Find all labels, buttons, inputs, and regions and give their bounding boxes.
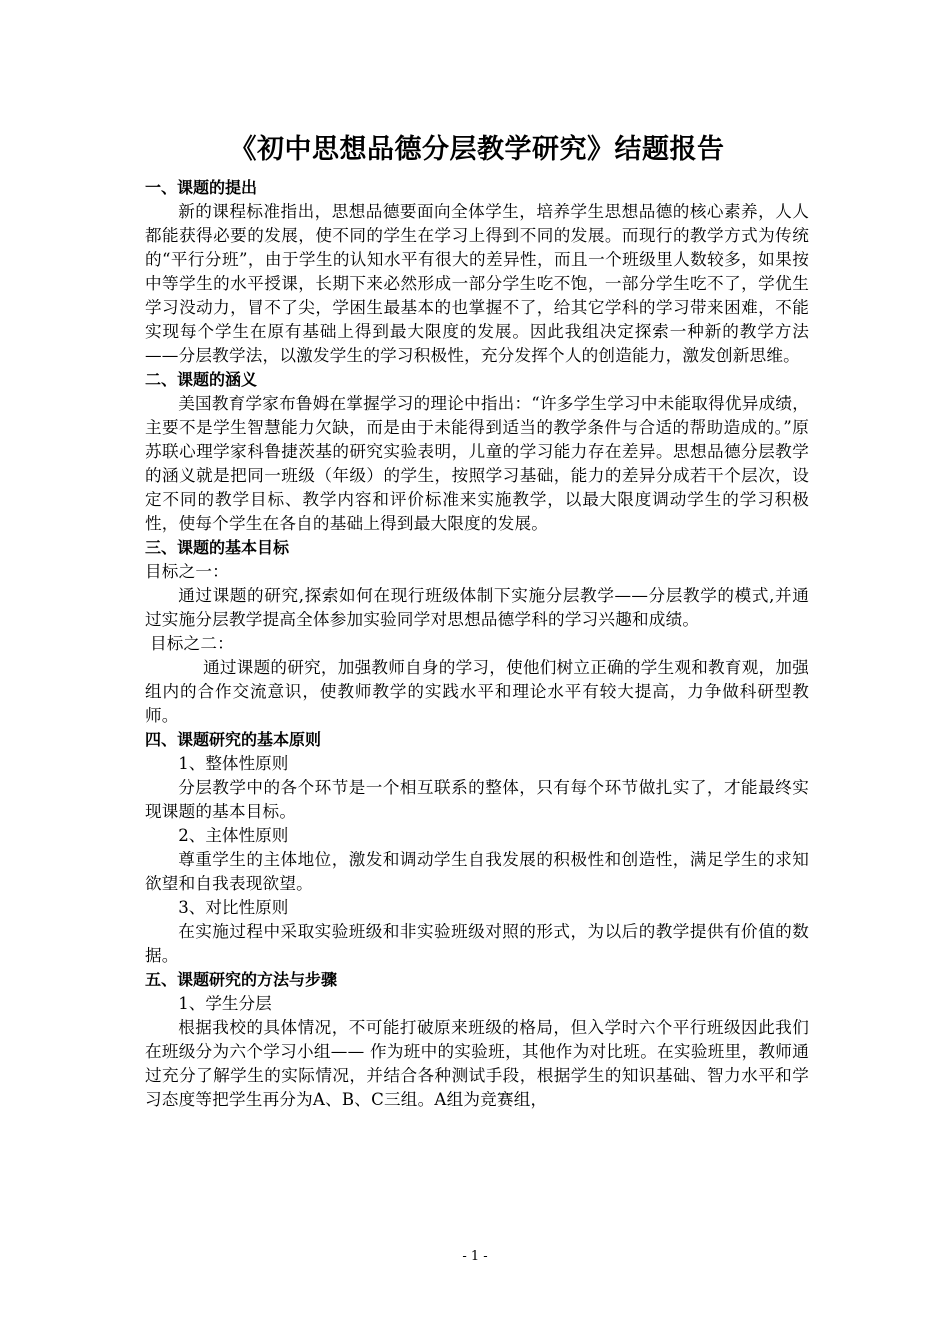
principle-title-2: 2、主体性原则: [178, 826, 289, 845]
document-body: [145, 130, 809, 1112]
section-heading-3: 三、课题的基本目标: [145, 538, 290, 557]
section-heading-4: 四、课题研究的基本原则: [145, 730, 322, 749]
principle-title-3: 3、对比性原则: [178, 898, 289, 917]
method-title-1: 1、学生分层: [178, 994, 272, 1013]
paragraph: 新的课程标准指出，思想品德要面向全体学生，培养学生思想品德的核心素养，人人都能获得必要的发展，使不同的学生在学习上得到不同的发展。而现行的教学方式为传统的“平行分班”，由于学生的认知水平有很大的差异性，而且一个班级里人数较多，如果按中等学生的水平授课，长期下来必然形成一部分学生吃不饱，一部分学生吃不了，学优生学习没动力，冒不了尖，学困生最基本的也掌握不了，给其它学科的学习带来困难，不能实现每个学生在原有基础上得到最大限度的发展。因此我组决定探索一种新的教学方法——分层教学法，以激发学生的学习积极性，充分发挥个人的创造能力，激发创新思维。: [145, 202, 809, 365]
goal-label-2: 目标之二：: [149, 634, 234, 653]
principle-title-1: 1、整体性原则: [178, 754, 289, 773]
document-title: 《初中思想品德分层教学研究》结题报告: [229, 134, 725, 165]
paragraph: 通过课题的研究,探索如何在现行班级体制下实施分层教学——分层教学的模式,并通过实施分层教学提高全体参加实验同学对思想品德学科的学习兴趣和成绩。: [145, 586, 809, 629]
section-heading-1: 一、课题的提出: [145, 178, 258, 197]
section-heading-5: 五、课题研究的方法与步骤: [145, 970, 338, 989]
section-heading-2: 二、课题的涵义: [145, 370, 258, 389]
goal-label-1: 目标之一：: [145, 562, 229, 581]
paragraph: 尊重学生的主体地位，激发和调动学生自我发展的积极性和创造性，满足学生的求知欲望和自我表现欲望。: [145, 850, 809, 893]
paragraph: 根据我校的具体情况，不可能打破原来班级的格局，但入学时六个平行班级因此我们在班级分为六个学习小组—— 作为班中的实验班，其他作为对比班。在实验班里，教师通过充分了解学生的实际情况，并结合各种测试手段，根据学生的知识基础、智力水平和学习态度等把学生再分为A、B、C三组。A组为竞赛组，: [145, 1018, 809, 1109]
paragraph: 通过课题的研究，加强教师自身的学习，使他们树立正确的学生观和教育观，加强组内的合作交流意识，使教师教学的实践水平和理论水平有较大提高，力争做科研型教师。: [145, 658, 809, 725]
paragraph: 美国教育学家布鲁姆在掌握学习的理论中指出：“许多学生学习中未能取得优异成绩，主要不是学生智慧能力欠缺，而是由于未能得到适当的教学条件与合适的帮助造成的。”原苏联心理学家科鲁捷茨基的研究实验表明，儿童的学习能力存在差异。思想品德分层教学的涵义就是把同一班级（年级）的学生，按照学习基础，能力的差异分成若干个层次，设定不同的教学目标、教学内容和评价标准来实施教学，以最大限度调动学生的学习积极性，使每个学生在各自的基础上得到最大限度的发展。: [145, 394, 809, 533]
paragraph: 在实施过程中采取实验班级和非实验班级对照的形式，为以后的教学提供有价值的数据。: [145, 922, 809, 965]
page-number: - 1 -: [462, 1249, 488, 1264]
paragraph: 分层教学中的各个环节是一个相互联系的整体，只有每个环节做扎实了，才能最终实现课题的基本目标。: [145, 778, 809, 821]
